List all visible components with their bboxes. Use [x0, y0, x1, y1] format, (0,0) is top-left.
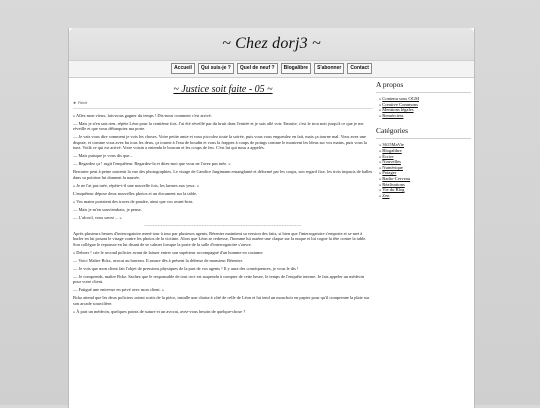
category-link[interactable]: Écrire	[382, 153, 394, 159]
about-links	[376, 96, 471, 118]
category-link[interactable]: Nouvelles	[382, 159, 401, 165]
chevron-right-icon: »	[379, 153, 382, 159]
post-paragraph: — Mais je m'en souviendrais, je pense.	[73, 206, 142, 212]
scene-separator: ------------------------------------------------------------------------------------------------	[144, 223, 302, 229]
post-paragraph: — Regardez ça ! rugit l'enquêteur. Regardez-la et dites-moi que vous ne l'avez pas tuée. »	[73, 161, 231, 167]
chevron-right-icon: »	[379, 107, 382, 113]
post-paragraph: Après plusieurs heures d'interrogatoire mené tour à tour par plusieurs agents, Bérenier maintient sa version des faits, si bien que l'interrogatoire s'emporte et se met à hurler en lui posant le visage contre les photos de la victime. Alors que Léon se redresse, l'homme lui assène une claque sur la nuque et lui cogne la tête contre la table. Son collègue le repousse en lui disant de se calmer lorsque la porte de la salle d'interrogatoire s'ouvre.	[73, 231, 367, 247]
category-link[interactable]: Réalisations	[382, 181, 405, 187]
post-paragraph: « Allez mon vieux, fais-nous gagner du temps ! Dis-nous comment c'est arrivé.	[73, 113, 212, 118]
about-link-remerciements[interactable]: Remérciess	[382, 112, 404, 118]
site-title[interactable]: ~ Chez dorj3 ~	[222, 35, 321, 52]
nav-sabonner-button[interactable]: S'abonner	[314, 63, 344, 74]
list-item	[379, 113, 471, 119]
category-link[interactable]: Potager	[382, 170, 397, 176]
chevron-right-icon: »	[379, 187, 382, 193]
nav-qui-suis-je-button[interactable]: Qui suis-je ?	[198, 63, 234, 74]
post-paragraph: — Je vais vous dire comment je vois les choses. Votre petite amie et vous piccolez toute la soirée, puis vous vous engueulez en fait, mais ça tourne mal. Vous avez une dispute, et comme vous avez bu tous les deux, ça tourne à l'eau de boudin et vous la frappez à coups de poings comme le montrent les bleus sur vos mains, puis vous la tuez. Voilà ce qui est arrivé. Votre voisin a entendu le boucan et les coups de feu. C'est lui qui nous a appelés.	[73, 134, 367, 151]
category-link[interactable]: Vie du Blog	[382, 187, 405, 193]
post-title[interactable]: ~ Justice soit faite - 05 ~	[173, 84, 273, 95]
post-paragraph: « Je ne l'ai pas tuée, répète-t-il une nouvelle fois, les larmes aux yeux. »	[73, 182, 200, 188]
nav-quel-de-neuf-button[interactable]: Quel de neuf ?	[237, 63, 278, 74]
post-paragraph: « À part un médecin, quelques points de suture et un avocat, avez-vous besoin de quelque-chose ?	[73, 308, 246, 314]
chevron-right-icon: »	[379, 112, 382, 118]
categories-list	[376, 142, 471, 198]
post-paragraph: L'enquêteur dépose deux nouvelles photos et un document sur la table.	[73, 190, 198, 196]
chevron-right-icon: »	[379, 181, 382, 187]
list-item	[379, 193, 471, 199]
post-paragraph: — Voici Maître Bckz, avocat au barreau. Il assure dès à présent la défense de monsieur Bérenier.	[73, 257, 243, 263]
post-paragraph: Bckz attend que les deux policiers soient sortis de la pièce, installe une chaise à côté de celle de Léon et lui tend un mouchoir en papier pour qu'il comprenne la plaie sur son arcade sourcilière.	[73, 295, 370, 306]
about-link-ogm[interactable]: Contenu sous OGM	[382, 96, 420, 101]
post-paragraph: — Mais puisque je vous dis que...	[73, 153, 133, 159]
category-link[interactable]: Numérique	[382, 164, 403, 170]
about-link-creative-commons[interactable]: Creative Commons	[382, 101, 418, 107]
post-paragraph: — Je comprends, maître Bckz. Sachez que le responsable de tout ceci est suspendu à compter de cette heure, le temps de l'enquête interne. Je fais appeler un médecin pour votre client.	[73, 273, 364, 285]
category-link[interactable]: Radio-Cerveau	[382, 175, 411, 181]
post-paragraph: « Vos mains portaient des traces de poudre, ainsi que vos avant-bras.	[73, 198, 194, 204]
post-paragraph: — Mais je n'en sais rien, répète Léon pour la centième fois. J'ai été réveillé par du bruit dans l'entrée et je suis allé voir. Ensuite, c'est le trou noir jusqu'à ce que je me réveille et que vous débarquiez ma porte.	[73, 121, 364, 132]
chevron-right-icon: »	[379, 96, 382, 101]
chevron-right-icon: »	[379, 159, 382, 165]
page-container	[68, 28, 475, 408]
post-category[interactable]: ► Récit	[73, 100, 88, 105]
post-paragraph: — L'alcool, vous savez ... »	[73, 214, 122, 220]
nav-contact-button[interactable]: Contact	[347, 63, 372, 74]
chevron-right-icon: »	[379, 164, 382, 170]
post-paragraph: « Deboer ! crie le second policier avant de laisser entrer son supérieur accompagné d'un homme en costume.	[73, 249, 264, 255]
post-paragraph: Berrarier peut à peine soutenir la vue des photographies. Le visage de Candice Jurgimann ensanglanté et déformé par les coups, son regard fixe, les trois impacts de balles dans sa poitrine lui donnent la nausée.	[73, 169, 373, 180]
chevron-right-icon: »	[379, 175, 382, 181]
nav-accueil-button[interactable]: Accueil	[171, 63, 195, 74]
chevron-right-icon: »	[379, 170, 382, 176]
site-header	[69, 28, 474, 61]
about-heading: A propos	[376, 80, 404, 89]
category-link[interactable]: 3615MaVie	[382, 142, 404, 148]
chevron-right-icon: »	[379, 147, 382, 153]
categories-heading: Catégories	[376, 126, 409, 136]
post-paragraph: — Fatigué une entrevue en privé avec mon client. »	[73, 287, 164, 293]
about-divider	[376, 92, 471, 93]
chevron-right-icon: »	[379, 142, 382, 148]
about-link-mentions-legales[interactable]: Mentions légales	[382, 107, 414, 113]
category-link[interactable]: Blogalibre	[382, 147, 402, 153]
post-paragraph: — Je vois que mon client fait l'objet de pressions physiques de la part de vos agents ! Il y aura des conséquences, je vous le dis !	[73, 265, 299, 271]
category-link[interactable]: Zen	[382, 192, 390, 198]
chevron-right-icon: »	[379, 192, 382, 198]
nav-blogalibre-button[interactable]: Blogalibre	[281, 63, 311, 74]
sidebar	[376, 76, 471, 198]
main-content	[69, 76, 377, 317]
chevron-right-icon: »	[379, 101, 382, 107]
categories-divider	[376, 138, 471, 139]
post-divider	[73, 108, 373, 109]
